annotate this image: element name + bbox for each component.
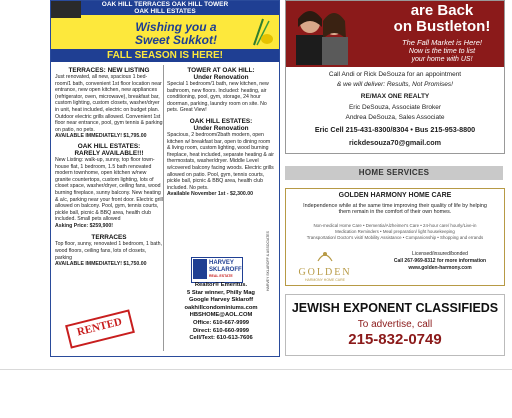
classifieds-ad bbox=[285, 294, 505, 356]
licensed-line: Licensed/insured/bonded bbox=[412, 251, 468, 257]
logo-line2: SKLAROFF bbox=[209, 266, 242, 273]
estates-heading: OAK HILL ESTATES: bbox=[77, 142, 141, 150]
tagline-line1: Now is the time to list bbox=[408, 48, 476, 55]
broker-line: Eric DeSouza, Associate Broker bbox=[348, 104, 442, 111]
terraces2-description: Top floor, sunny, renovated 1 bedroom, 1 bath, wood floors, ceiling fans, lots of closets, parking bbox=[55, 241, 162, 261]
harvey-sklaroff-logo bbox=[191, 257, 243, 283]
email-line: HBSHOME@AOL.COM bbox=[189, 312, 253, 319]
logo-line1: HARVEY bbox=[209, 260, 234, 266]
property-names-bar bbox=[51, 1, 279, 15]
classifieds-title: JEWISH EXPONENT CLASSIFIEDS bbox=[291, 301, 499, 315]
brokerage-name: RE/MAX ONE REALTY bbox=[360, 93, 430, 100]
property-names-line2: OAK HILL ESTATES bbox=[134, 8, 196, 15]
phone-line: Eric Cell 215-431-8300/8304 • Bus 215-953-8800 bbox=[314, 125, 476, 134]
greeting-line1: Wishing you a bbox=[135, 20, 217, 34]
classifieds-subtitle: To advertise, call bbox=[357, 319, 433, 330]
home-services-heading: HOME SERVICES bbox=[285, 166, 503, 180]
tagline-line2: your home with US! bbox=[411, 56, 473, 63]
golden-title: GOLDEN HARMONY HOME CARE bbox=[338, 192, 452, 199]
website-line: oakhillcondominiums.com bbox=[184, 304, 258, 311]
terraces2-heading: TERRACES bbox=[91, 234, 127, 242]
golden-contact bbox=[378, 251, 502, 272]
rented-stamp: RENTED bbox=[65, 309, 135, 348]
realtor-line: Realtor® Emeritus. bbox=[194, 282, 248, 288]
logo-subtitle: HARMONY HOME CARE bbox=[305, 278, 345, 282]
ad-header bbox=[51, 1, 279, 62]
estates2-availability: Available November 1st - $2,300.00 bbox=[167, 191, 254, 198]
golden-tagline2: them remain in the comfort of their own homes. bbox=[338, 209, 452, 215]
ad-headline bbox=[382, 3, 502, 35]
remax-ad bbox=[285, 0, 505, 154]
tower-subheading: Under Renovation bbox=[193, 74, 249, 81]
column-divider bbox=[163, 65, 164, 351]
google-line: Google Harvey Sklaroff bbox=[188, 297, 254, 304]
property-names-line1: OAK HILL TERRACES OAK HILL TOWER bbox=[101, 1, 229, 8]
direct-phone: Direct: 610-660-9999 bbox=[192, 327, 250, 334]
star-line: 5 Star winner, Philly Mag bbox=[187, 289, 255, 296]
golden-harmony-ad bbox=[285, 188, 505, 286]
terraces-description: Just renovated, all new, spacious 1 bed-room/1 bath, convenient 1st floor location near entrance, new open kitchen, new appliances (refrigerator, oven, microwave), breakfast bar, custom lighting, custom closets, washer/dryer in unit, heat included, electric on budget plan. Outdoor electric grills allowed. Convenient 1st floor near entrance, pool, gym tennis & parking on patio, no pets. bbox=[55, 74, 163, 133]
sukkot-greeting bbox=[81, 21, 271, 47]
estates-description: New Listing: walk-up, sunny, top floor town-house flat, 1 bedroom, 1.5 bath renovated modern townhome, open kitchen w/new granite countertops, custom lighting, lots of closet space, washer/dryer, ceiling fans, wood burning fireplace, sunny balcony. New heating & a/c, parking near your front door. Electric grill allowed on balcony. Pool, gym, tennis courts, pickle ball, picnic & BBQ area, health club included. Small pets allowed bbox=[55, 156, 163, 223]
terraces-heading: TERRACES: NEW LISTING bbox=[68, 67, 150, 74]
estates2-subheading: Under Renovation bbox=[193, 124, 249, 132]
golden-tagline1: Independence while at the same time improving their quality of life by helping bbox=[303, 203, 487, 209]
fall-season-banner: FALL SEASON IS HERE! bbox=[51, 49, 279, 62]
agent-contact bbox=[167, 282, 275, 343]
call-line: Call 267-969-8312 for more information bbox=[393, 258, 487, 264]
results-line: & we will deliver: Results, Not Promises! bbox=[337, 81, 453, 88]
right-column bbox=[167, 67, 275, 198]
swan-icon bbox=[290, 249, 360, 263]
greeting-line2: Sweet Sukkot! bbox=[134, 33, 218, 47]
associate-line: Andrea DeSouza, Sales Associate bbox=[345, 114, 445, 121]
ad-subheadline: The Fall Market is Here! bbox=[401, 38, 483, 47]
house-icon bbox=[193, 259, 207, 279]
estates-subheading: RARELY AVAILABLE!!! bbox=[74, 149, 144, 157]
estates2-description: Spacious, 2 bedroom/2bath modern, open kitchen w/ breakfast bar, open to dining room & living room, custom lighting, wood burning fireplace, heat included, separate heating & air thermostats, washer/dryer. Middle Level w/covered balcony facing woods. Electric grills allowed on patio. Pool, gym, tennis courts, pickle ball, picnic & BBQ area, health club included. No pets. bbox=[167, 131, 274, 191]
page-divider bbox=[0, 369, 512, 370]
agents-photo bbox=[290, 5, 350, 65]
services-line3: Transportation/ Doctor's visit/ Mobility Assistance • Companionship • Shopping and errands bbox=[306, 235, 484, 240]
left-column bbox=[55, 67, 163, 268]
tower-description: Special 1 bedroom/1 bath, new kitchen, new bathroom, new floors. Included: heating, air conditioning, pool, gym, storage, 24 hour doorman, parking, laundry room on site. No pets. Great View! bbox=[167, 81, 269, 114]
terraces2-availability: AVAILABLE IMMEDIATELY! $1,750.00 bbox=[55, 261, 147, 268]
logo-line3: REAL ESTATE bbox=[209, 274, 233, 278]
agents-photo-banner bbox=[286, 1, 504, 67]
logo-wordmark: GOLDEN bbox=[298, 267, 352, 278]
ad-tagline bbox=[382, 48, 502, 64]
header-photo bbox=[51, 1, 81, 18]
vertical-credit: HARVEY SKLAROFF & ASSOCIATES bbox=[266, 231, 270, 291]
lulav-icon bbox=[249, 17, 275, 47]
headline-line1: are Back bbox=[410, 2, 474, 19]
cell-phone: Cell/Text: 610-613-7606 bbox=[189, 335, 253, 342]
services-line2: Medication Reminders • Meal preparation/ light housekeeping bbox=[335, 229, 455, 234]
classifieds-phone: 215-832-0749 bbox=[348, 331, 442, 348]
headline-line2: on Bustleton! bbox=[393, 18, 491, 35]
services-line1: Non-medical Home Care • Dementia/Alzheimer's Care • 24-hour care/ hourly/Live-in bbox=[313, 223, 477, 228]
golden-harmony-logo bbox=[290, 249, 360, 282]
terraces-availability: AVAILABLE IMMEDIATELY! $1,795.00 bbox=[55, 133, 147, 140]
tower-heading: TOWER AT OAK HILL: bbox=[187, 67, 255, 74]
website-line: www.golden-harmony.com bbox=[408, 265, 472, 271]
estates2-heading: OAK HILL ESTATES: bbox=[189, 117, 253, 125]
office-phone: Office: 610-667-9999 bbox=[192, 319, 250, 326]
email-address: rickdesouza70@gmail.com bbox=[348, 138, 442, 147]
oak-hill-ad bbox=[50, 0, 280, 357]
appointment-line: Call Andi or Rick DeSouza for an appointment bbox=[328, 71, 462, 78]
estates-price: Asking Price: $259,900! bbox=[55, 222, 113, 229]
